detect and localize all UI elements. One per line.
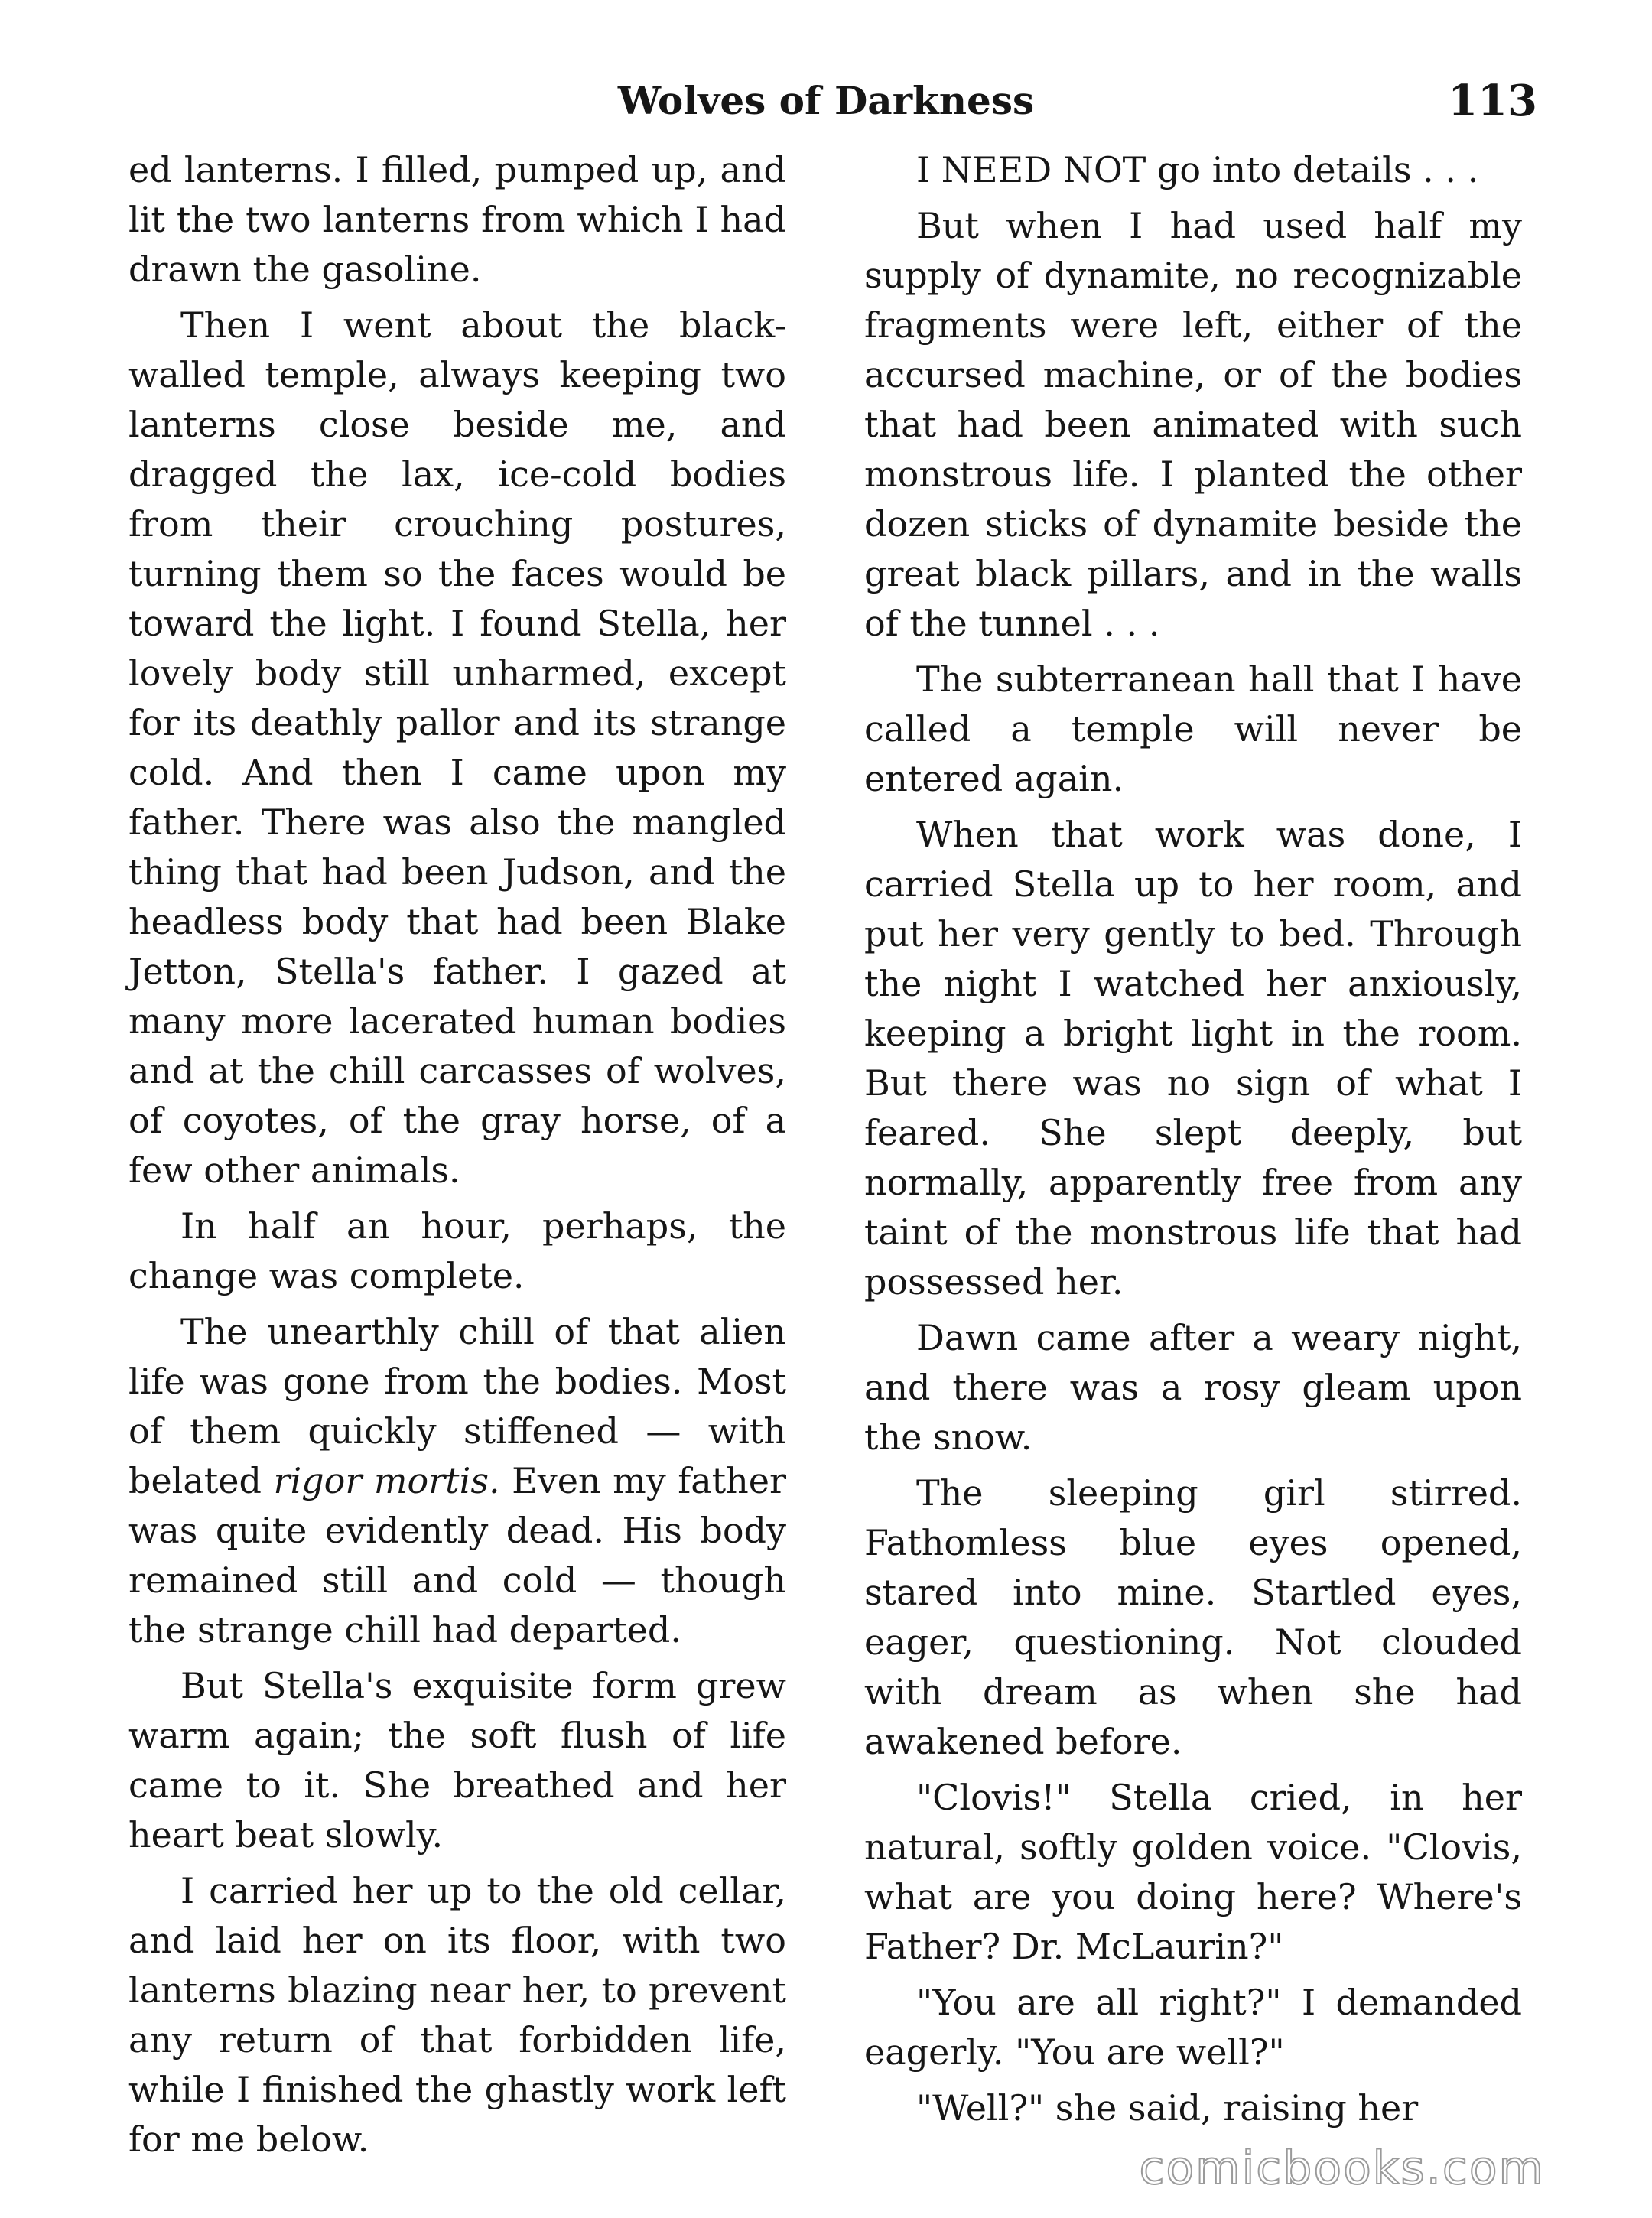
page-number: 113 xyxy=(1448,76,1537,126)
paragraph: Then I went about the black-walled temple, always keeping two lanterns close beside me, and dragged the lax, ice-cold bodies from their crouching postures, turning them so the faces would be toward the light. I found Stella, her lovely body still unharmed, except for its deathly pallor and its strange cold. And then I came upon my father. There was also the mangled thing that had been Judson, and the headless body that had been Blake Jetton, Stella's father. I gazed at many more lacerated human bodies and at the chill carcasses of wolves, of coyotes, of the gray horse, of a few other animals. xyxy=(128,304,786,1191)
paragraph: Dawn came after a weary night, and there was a rosy gleam upon the snow. xyxy=(864,1317,1522,1458)
paragraph: The subterranean hall that I have called a temple will never be entered again. xyxy=(864,659,1522,799)
paragraph: "You are all right?" I demanded eagerly. "You are well?" xyxy=(864,1982,1522,2073)
paragraph: I carried her up to the old cellar, and laid her on its floor, with two lanterns blazing near her, to prevent any return of that forbidden life, while I finished the ghastly work left for me below. xyxy=(128,1870,786,2160)
paragraph: ed lanterns. I filled, pumped up, and lit the two lanterns from which I had drawn the gasoline. xyxy=(128,149,786,290)
paragraph: When that work was done, I carried Stella up to her room, and put her very gently to bed. Through the night I watched her anxiously, keeping a bright light in the room. But there was no sign of what I feared. She slept deeply, but normally, apparently free from any taint of the monstrous life that had possessed her. xyxy=(864,814,1522,1303)
paragraph: I NEED NOT go into details . . . xyxy=(916,149,1479,190)
paragraph: "Well?" she said, raising her xyxy=(916,2087,1419,2129)
paragraph xyxy=(128,1307,786,1655)
paragraph: But Stella's exquisite form grew warm again; the soft flush of life came to it. She breathed and her heart beat slowly. xyxy=(128,1665,786,1855)
text-span: Even my father was quite evidently dead. His body remained still and cold — though the strange chill had departed. xyxy=(128,1460,786,1650)
italic-phrase: rigor mortis. xyxy=(273,1460,500,1501)
paragraph: In half an hour, perhaps, the change was complete. xyxy=(128,1205,786,1296)
text-span: The unearthly chill of that alien life was gone from the bodies. Most of them quickly stiffened — with belated xyxy=(128,1311,786,1501)
paragraph: "Clovis!" Stella cried, in her natural, softly golden voice. "Clovis, what are you doing here? Where's Father? Dr. McLaurin?" xyxy=(864,1777,1522,1967)
watermark: comicbooks.com xyxy=(1139,2142,1545,2195)
paragraph: But when I had used half my supply of dynamite, no recognizable fragments were left, either of the accursed machine, or of the bodies that had been animated with such monstrous life. I planted the other dozen sticks of dynamite beside the great black pillars, and in the walls of the tunnel . . . xyxy=(864,205,1522,644)
left-column xyxy=(128,145,786,2171)
running-title: Wolves of Darkness xyxy=(617,78,1035,123)
paragraph: The sleeping girl stirred. Fathomless blue eyes opened, stared into mine. Startled eyes, eager, questioning. Not clouded with dream as when she had awakened before. xyxy=(864,1472,1522,1762)
right-column xyxy=(864,145,1522,2139)
